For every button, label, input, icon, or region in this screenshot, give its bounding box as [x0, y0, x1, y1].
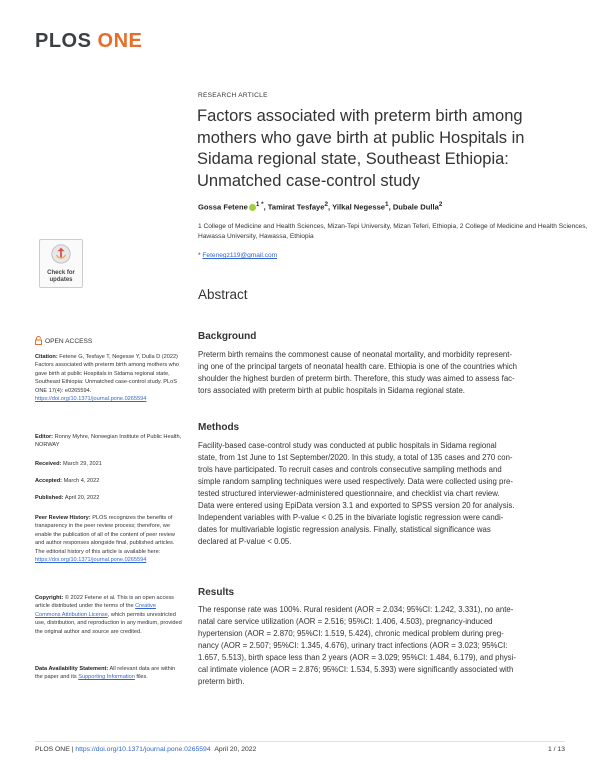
text-line: tested structured interviewer-administered questionnaire, and checklist via chart review.: [198, 489, 500, 499]
email-marker: *: [198, 252, 203, 259]
peer-review-text: PLOS recognizes the benefits of transparency in the peer review process; therefore, we enable the publication of all of the content of peer review and author responses alongside final, published articles. The editorial history of this article is available here:: [35, 515, 175, 555]
check-updates-icon: [50, 243, 72, 265]
footer-doi-link[interactable]: https://doi.org/10.1371/journal.pone.0265594: [75, 746, 211, 753]
email-link[interactable]: Fetenegz119@gmail.com: [202, 252, 278, 259]
received-date: March 29, 2021: [63, 461, 102, 467]
copyright-text: © 2022 Fetene et al. This is an open access article distributed under the terms of the: [35, 595, 174, 610]
open-access-label: OPEN ACCESS: [45, 338, 93, 345]
author-name[interactable]: Gossa Fetene: [198, 202, 248, 212]
background-text: [198, 349, 570, 397]
article-type: RESEARCH ARTICLE: [198, 92, 268, 99]
text-line: natal care service utilization (AOR = 2.516; 95%CI: 1.406, 4.503), pregnancy-induced: [198, 617, 493, 627]
published-line: [35, 494, 182, 502]
citation-label: Citation:: [35, 354, 58, 360]
open-access-badge: [35, 336, 92, 345]
author-name[interactable]: Yilkal Negesse: [332, 202, 386, 212]
editor-label: Editor:: [35, 434, 54, 440]
author-sup: 2: [438, 201, 443, 208]
text-line: Preterm birth remains the commonest cause of neonatal mortality, and morbidity represent-: [198, 350, 513, 359]
footer-separator: |: [69, 746, 76, 753]
published-label: Published:: [35, 495, 64, 501]
text-line: Independent variables with P-value < 0.25 in the bivariate logistic regression were candi-: [198, 513, 504, 523]
corresponding-email: [198, 252, 277, 259]
author-sup: 1 *: [255, 201, 264, 208]
text-line: 1.657, 5.513), birth space less than 2 years (AOR = 3.029; 95%CI: 1.484, 6.179), and physi-: [198, 653, 516, 663]
background-heading: Background: [198, 331, 257, 342]
text-line: preterm birth.: [198, 677, 245, 687]
data-availability-label: Data Availability Statement:: [35, 666, 109, 672]
text-line: Data were entered using EpiData version 3.1 and exported to SPSS version 20 for analysis.: [198, 501, 515, 511]
text-line: simple random sampling techniques were used respectively. Data were collected using pre-: [198, 477, 513, 487]
logo-one: ONE: [97, 30, 143, 52]
accepted-date: March 4, 2022: [63, 478, 100, 484]
methods-heading: Methods: [198, 422, 240, 433]
editor-text: Ronny Myhre, Norwegian Institute of Public Health, NORWAY: [35, 434, 182, 449]
text-line: hypertension (AOR = 2.870; 95%CI: 1.519, 5.424), chronic medical problem during preg-: [198, 629, 504, 639]
abstract-heading: Abstract: [198, 287, 248, 302]
published-date: April 20, 2022: [64, 495, 100, 501]
data-availability-block: [35, 665, 182, 682]
received-line: [35, 460, 182, 468]
check-for-updates-badge[interactable]: [39, 239, 83, 288]
text-line: tors associated with preterm birth at public hospitals in Sidama regional state.: [198, 386, 465, 396]
author-name[interactable]: Dubale Dulla: [392, 202, 439, 212]
license-link[interactable]: Creative Commons Attribution License: [35, 603, 156, 618]
supporting-info-link[interactable]: Supporting Information: [78, 674, 135, 681]
footer-divider: [35, 741, 565, 742]
page-footer: [35, 746, 565, 753]
article-title: Factors associated with preterm birth among mothers who gave birth at public Hospitals in Sidama regional state, Southeast Ethiopia: Unmatched case-control study: [197, 107, 525, 190]
author-sup: 2: [324, 201, 329, 208]
author-sup: 1: [385, 201, 389, 208]
text-line: nancy (AOR = 2.507; 95%CI: 1.345, 4.676), urinary tract infections (AOR = 3.023; 95%CI:: [198, 641, 508, 651]
text-line: shoulder the highest burden of preterm birth. Therefore, this study was aimed to assess fac-: [198, 374, 515, 384]
citation-text: Fetene G, Tesfaye T, Negesse Y, Dulla D (2022) Factors associated with preterm birth among mothers who gave birth at public Hospitals in Sidama regional state, Southeast Ethiopia: Unmatched case-control study. PLoS ONE 17(4): e0265594.: [35, 354, 179, 394]
text-line: The response rate was 100%. Rural resident (AOR = 2.034; 95%CI: 1.242, 3.331), no ante-: [198, 605, 514, 614]
footer-journal: PLOS ONE: [35, 746, 70, 753]
journal-logo: [35, 30, 142, 53]
peer-review-link[interactable]: https://doi.org/10.1371/journal.pone.0265594: [35, 557, 147, 564]
data-availability-text-2: files.: [136, 674, 148, 681]
copyright-text-2: , which permits unrestricted use, distribution, and reproduction in any medium, provided the original author and source are credited.: [35, 611, 182, 635]
logo-plos: PLOS: [35, 30, 92, 52]
text-line: state, from 1st June to 1st September/2020. In this study, a total of 135 cases and 270 con-: [198, 453, 513, 463]
methods-text: [198, 440, 570, 548]
accepted-line: [35, 477, 182, 485]
copyright-block: [35, 594, 182, 636]
text-line: ing one of the principal targets of neonatal health care. Ethiopia is one of the countries which: [198, 362, 518, 372]
text-line: dates for multivariable logistic regression analysis. Finally, statistical significance was: [198, 525, 491, 535]
check-label-1: Check for: [47, 270, 75, 276]
citation-block: [35, 353, 182, 403]
open-lock-icon: [35, 336, 42, 345]
text-line: declared at P-value < 0.05.: [198, 537, 292, 547]
check-label-2: updates: [49, 276, 73, 283]
results-heading: Results: [198, 587, 235, 598]
results-text: [198, 604, 570, 688]
text-line: trols have participated. To recruit cases and controls consecutive sampling methods and: [198, 465, 502, 475]
author-name[interactable]: Tamirat Tesfaye: [267, 202, 325, 212]
peer-review-block: [35, 514, 182, 564]
text-line: Facility-based case-control study was conducted at public hospitals in Sidama regional: [198, 441, 497, 450]
text-line: cal intimate violence (AOR = 2.876; 95%CI: 1.534, 5.393) were significantly associated with: [198, 665, 514, 675]
data-availability-text: All relevant data are within the paper and its: [35, 666, 176, 681]
author-list: Gossa Fetene $^{1 *}$, Tamirat Tesfaye$^2$, Yilkal Negesse$^1$, Dubale Dulla$^2$: [198, 201, 443, 212]
footer-date: April 20, 2022: [214, 746, 257, 753]
editor-block: [35, 433, 182, 450]
accepted-label: Accepted:: [35, 478, 63, 484]
page-number: 1 / 13: [547, 746, 565, 753]
copyright-label: Copyright:: [35, 595, 64, 601]
affiliations: 1 College of Medicine and Health Sciences, Mizan-Tepi University, Mizan Teferi, Ethiopia, 2 College of Medicine and Health Sciences, Hawassa University, Hawassa, Ethiopia: [198, 223, 588, 240]
orcid-icon[interactable]: [249, 204, 256, 211]
peer-review-label: Peer Review History:: [35, 515, 91, 521]
citation-doi-link[interactable]: https://doi.org/10.1371/journal.pone.0265594: [35, 396, 147, 403]
received-label: Received:: [35, 461, 62, 467]
